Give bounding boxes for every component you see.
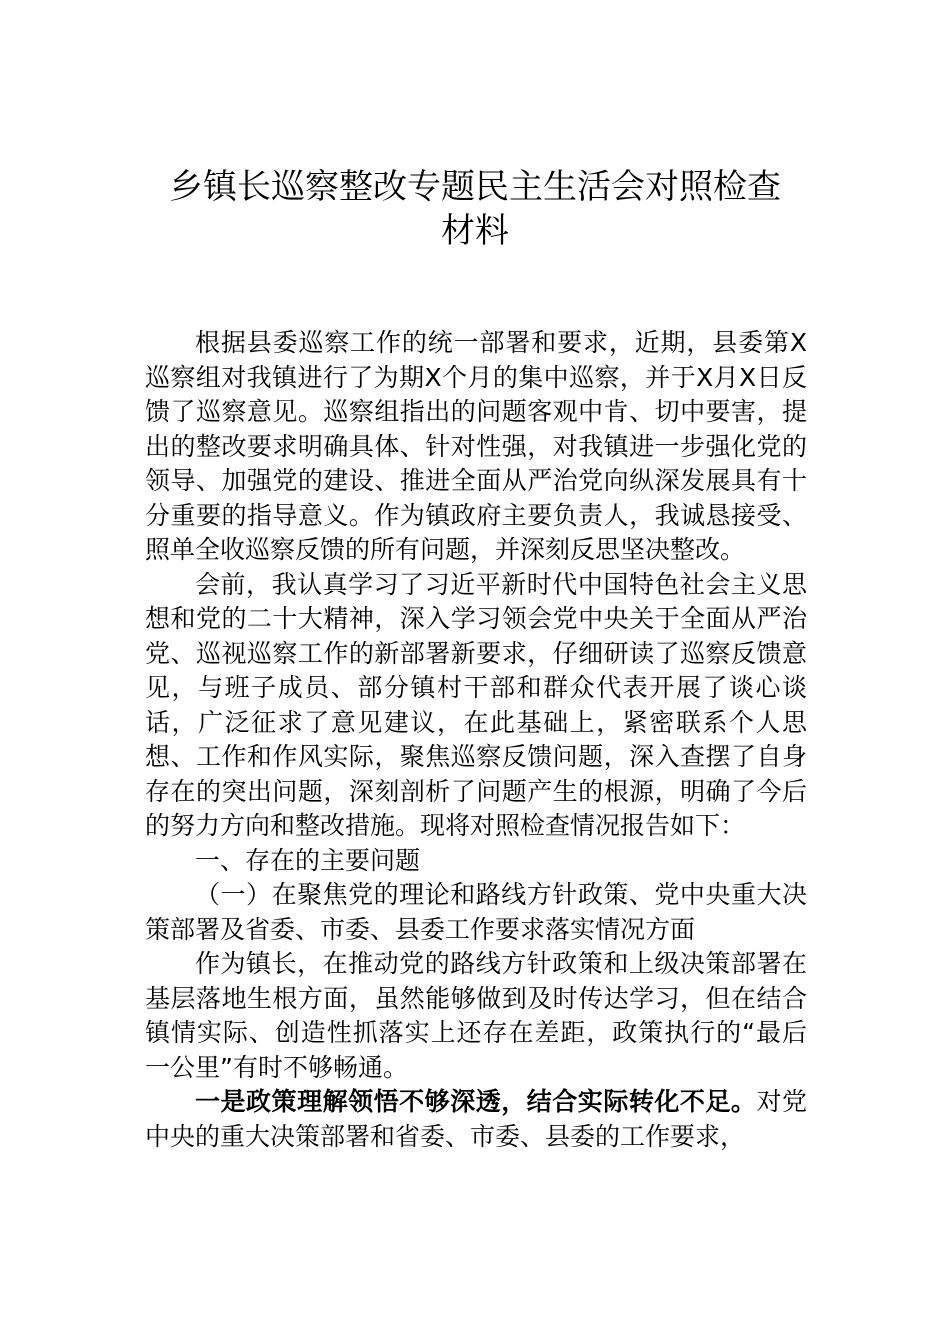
- paragraph-point-one: [145, 1085, 807, 1154]
- section-heading-main-problems: 一、存在的主要问题: [195, 845, 421, 875]
- document-title-line-2: 材料: [441, 211, 509, 251]
- document-body: [145, 326, 807, 1154]
- paragraph-policy-execution: 作为镇长，在推动党的路线方针政策和上级决策部署在基层落地生根方面，虽然能够做到及时传达学习，但在结合镇情实际、创造性抓落实上还存在差距，政策执行的“最后一公里”有时不够畅通。: [145, 949, 807, 1082]
- document-title-line-1: 乡镇长巡察整改专题民主生活会对照检查: [169, 167, 781, 207]
- paragraph-intro: 根据县委巡察工作的统一部署和要求，近期，县委第X巡察组对我镇进行了为期X个月的集中巡察，并于X月X日反馈了巡察意见。巡察组指出的问题客观中肯、切中要害，提出的整改要求明确具体、针对性强，对我镇进一步强化党的领导、加强党的建设、推进全面从严治党向纵深发展具有十分重要的指导意义。作为镇政府主要负责人，我诚恳接受、照单全收巡察反馈的所有问题，并深刻反思坚决整改。: [145, 328, 807, 564]
- paragraph-preparation: 会前，我认真学习了习近平新时代中国特色社会主义思想和党的二十大精神，深入学习领会党中央关于全面从严治党、巡视巡察工作的新部署新要求，仔细研读了巡察反馈意见，与班子成员、部分镇村干部和群众代表开展了谈心谈话，广泛征求了意见建议，在此基础上，紧密联系个人思想、工作和作风实际，聚焦巡察反馈问题，深入查摆了自身存在的突出问题，深刻剖析了问题产生的根源，明确了今后的努力方向和整改措施。现将对照检查情况报告如下：: [145, 569, 807, 840]
- subsection-heading-1: （一）在聚焦党的理论和路线方针政策、党中央重大决策部署及省委、市委、县委工作要求落实情况方面: [145, 880, 807, 944]
- point-one-bold-lead: 一是政策理解领悟不够深透，结合实际转化不足。: [195, 1087, 757, 1116]
- point-one-text: 对党中央的重大决策部署和省委、市委、县委的工作要求，: [145, 1087, 807, 1151]
